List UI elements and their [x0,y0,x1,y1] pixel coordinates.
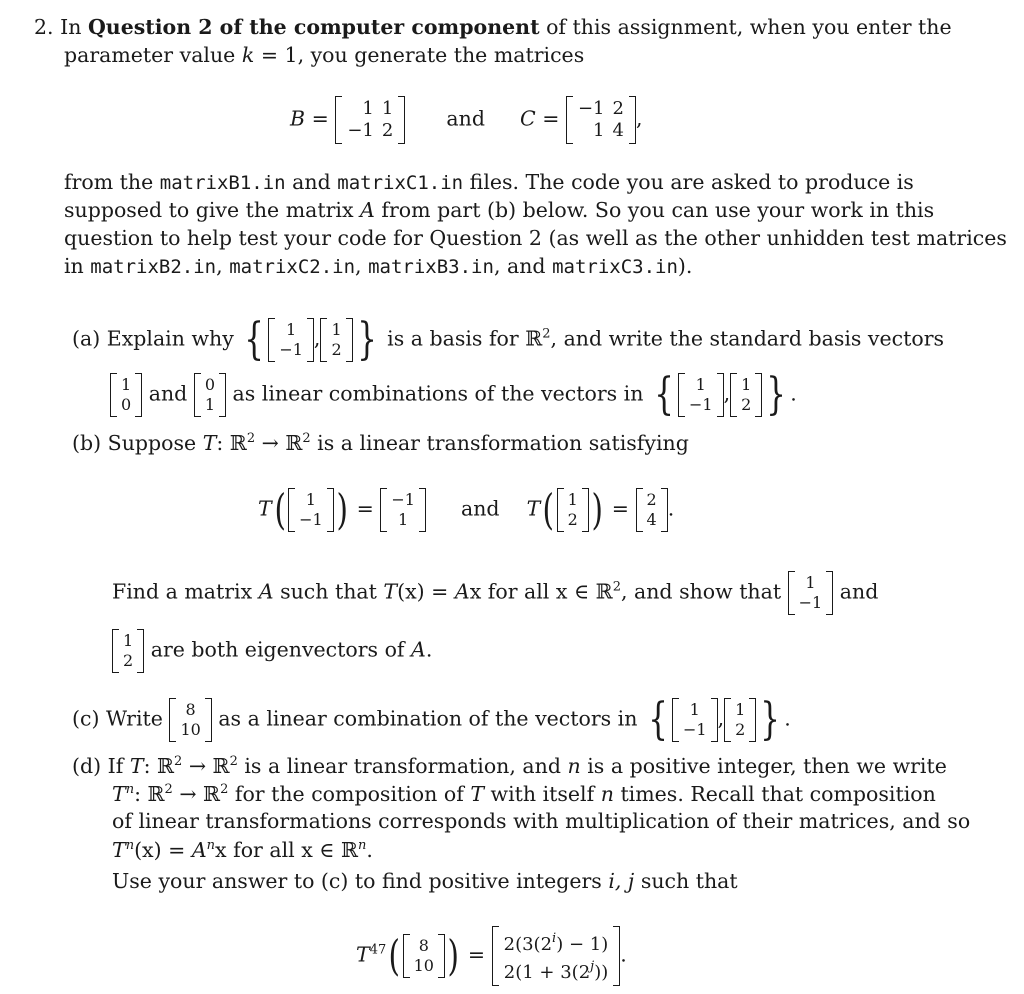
text: is a basis for ℝ [387,326,543,351]
t-symbol: T [112,838,126,862]
matrix-a-symbol: A [191,838,207,862]
superscript: 2 [164,782,173,797]
sep: , [355,254,362,278]
text: → ℝ [182,754,230,778]
vector-v2-entry-1: 2 [567,510,578,529]
part-d-line5 [112,871,738,892]
files-line1 [64,172,914,193]
vector-v1 [268,320,314,360]
file-matrixc3: matrixC3.in [552,256,678,278]
matrix-c [566,98,636,142]
matrix-b-cell-0-1: 1 [381,98,394,119]
vector-v1-entry-0: 1 [286,320,297,339]
t-symbol: T [470,782,485,806]
right-brace: } [766,369,787,420]
file-matrixc1: matrixC1.in [337,172,464,194]
result-vector [492,928,621,984]
equals: = [311,106,329,131]
result-entry-1 [500,928,613,956]
text: in [64,254,84,278]
part-b-find-line [112,573,878,613]
part-d-line4 [112,839,373,861]
vector-v1-entry-1: −1 [688,395,713,414]
text: is a linear transformation satisfying [310,431,689,455]
question-number: 2. [34,15,54,39]
matrix-a-symbol: A [360,198,375,222]
matrix-c-label: C [520,106,536,131]
text: : ℝ [134,782,165,806]
text: times. Recall that composition [613,782,936,806]
file-matrixb2: matrixB2.in [90,256,217,278]
text: from the [64,170,154,194]
matrices-bc [290,98,642,142]
vector-v1-entry-1: −1 [682,720,707,739]
part-b-eig-line [112,631,432,671]
vector-w [403,936,445,976]
comma: , [635,106,643,131]
left-brace: { [654,369,674,420]
equals: = [356,496,374,521]
vector-v2-entry-0: 1 [123,631,134,650]
text: supposed to give the matrix [64,198,354,222]
text: of linear transformations corresponds with multiplication of their matrices, and so [112,809,971,833]
text: as linear combinations of the vectors in [232,381,644,406]
files-line3 [64,228,1007,249]
vector-v1 [288,490,334,530]
t-symbol: T [202,431,217,455]
question-intro-line2 [64,45,584,66]
vector-out2-entry-0: 2 [646,490,657,509]
right-brace: } [760,694,781,745]
files-line4 [64,256,692,277]
file-matrixc2: matrixC2.in [229,256,356,278]
vector-e1 [110,375,142,415]
text: question to help test your code for Question 2 (as well as the other unhidden test matrices [64,226,1007,250]
vector-v1 [672,700,718,740]
matrix-a-symbol: A [411,637,426,662]
superscript: 2 [302,431,311,446]
text: from part (b) below. So you can use your work in this [381,198,935,222]
part-b-label: (b) [72,431,102,455]
vector-out2 [636,490,668,530]
superscript: 2 [542,326,551,342]
part-c-label: (c) [72,706,100,731]
vector-v1-entry-0: 1 [695,375,706,394]
text: : ℝ [216,431,247,455]
text: for the composition of [228,782,464,806]
part-d-line3 [112,811,970,832]
vector-out2-entry-1: 4 [646,510,657,529]
t-symbol: T [129,754,144,778]
text: is a linear transformation, and [237,754,561,778]
part-a-line1: (a) Explain why { 1 −1 , 1 2 } is a basis for ℝ$^2$, and write the standard basis vectors [72,314,945,365]
superscript: n [358,838,367,853]
text: x for all x ∈ ℝ [469,579,613,604]
vector-v2-entry-1: 2 [741,395,752,414]
text: Use your answer to (c) to find positive integers [112,869,602,893]
vector-v1-entry-0: 1 [689,700,700,719]
vector-v1-entry-0: 1 [805,573,816,592]
matrix-c-cell-1-1: 4 [612,120,624,141]
vector-v2 [320,320,352,360]
text: x for all x ∈ ℝ [215,838,359,862]
superscript: 2 [229,754,238,769]
vector-w-entry-0: 8 [185,700,196,719]
matrix-a-symbol: A [454,579,470,604]
close: ). [677,254,693,278]
sep: , [216,254,223,278]
sep: , and [493,254,546,278]
superscript: i [552,931,557,946]
intro-text-b: of this assignment, when you enter the [546,15,952,39]
superscript: 2 [174,754,183,769]
vector-v1-entry-0: 1 [305,490,316,509]
part-d-line2 [112,783,936,805]
t-symbol: T [383,579,398,604]
part-a-label: (a) [72,326,101,351]
vector-e1-entry-0: 1 [121,375,132,394]
t-symbol: T [258,496,272,521]
text: such that [280,579,377,604]
paren: ( [542,485,555,534]
files-line2 [64,200,934,221]
text: 2(3(2 [503,934,553,955]
vector-v1-entry-1: −1 [299,510,323,529]
matrix-c-cell-1-0: 1 [593,120,605,141]
paren: ) [591,485,603,534]
matrix-c-cell-0-0: −1 [577,98,605,119]
text: and [148,381,188,406]
left-brace: { [648,694,668,745]
paren: ( [388,931,401,980]
superscript: 2 [246,431,256,446]
text: Explain why [106,326,234,351]
period: . [425,637,433,662]
text: Suppose [107,431,197,455]
equals: = [611,496,629,521]
text: → ℝ [255,431,303,455]
text: as a linear combination of the vectors in [218,706,638,731]
vector-v2 [557,490,589,530]
matrix-b-cell-0-0: 1 [362,98,374,119]
vector-v2-entry-0: 1 [741,375,752,394]
intro-line2-text: parameter value [64,43,236,67]
vector-out1 [380,490,426,530]
n-symbol: n [600,782,614,806]
part-c-line: (c) Write 8 10 as a linear combination of the vectors in { 1 −1 , 1 2 } . [72,694,791,745]
vector-w-entry-1: 10 [180,720,201,739]
text: Write [106,706,163,731]
text: with itself [484,782,595,806]
superscript: 2 [612,579,621,595]
vector-w-entry-0: 8 [418,936,429,955]
part-d-line1 [72,755,947,777]
result-entry-2 [500,956,613,984]
text: (x) = [134,838,186,862]
t-symbol: T [112,782,126,806]
intro-text: In [60,15,82,39]
superscript: 2 [220,782,229,797]
file-matrixb3: matrixB3.in [368,256,494,278]
vector-v2-entry-1: 2 [331,340,342,359]
part-d-label: (d) [72,754,102,778]
text: ) − 1) [556,934,609,955]
matrix-b [335,98,405,142]
text: . [366,838,373,862]
part-d-equation [356,928,627,984]
text: files. The code you are asked to produce is [469,170,914,194]
right-brace: } [356,314,377,365]
vector-v2-entry-0: 1 [735,700,746,719]
paren: ) [336,485,348,534]
text: , and show that [620,579,782,604]
vector-v1-entry-1: −1 [798,593,823,612]
and-text: and [446,106,485,131]
text: )) [594,962,609,983]
matrix-c-cell-0-1: 2 [612,98,624,119]
superscript: j [590,959,595,974]
paren: ( [274,485,286,534]
text: Find a matrix [112,579,253,604]
equals: = [467,942,486,967]
vector-v2-entry-0: 1 [331,320,342,339]
text: (x) = [397,579,449,604]
text: : ℝ [143,754,175,778]
k-symbol: k [241,43,255,67]
text: → ℝ [172,782,221,806]
ij-symbols: i, j [608,869,635,893]
text: and [460,496,500,521]
vector-e1-entry-1: 0 [121,395,132,414]
text: are both eigenvectors of [150,637,405,662]
vector-w [169,700,211,740]
period: . [620,942,627,967]
vector-v2 [112,631,144,671]
period: . [784,706,791,731]
matrix-b-cell-1-0: −1 [347,120,374,141]
text: such that [634,869,738,893]
vector-e2-entry-0: 0 [204,375,215,394]
vector-w-entry-1: 10 [413,956,434,975]
vector-v2-entry-1: 2 [735,720,746,739]
superscript: n [125,838,135,853]
question-intro-line1 [34,17,952,38]
intro-bold: Question 2 of the computer component [87,15,540,39]
intro-line2-text-b: = 1, you generate the matrices [260,43,585,67]
text: If [107,754,124,778]
text: is a positive integer, then we write [580,754,947,778]
t-symbol: T [526,496,541,521]
vector-e2-entry-1: 1 [204,395,215,414]
t-symbol: T [356,942,370,967]
equals: = [542,106,560,131]
vector-e2 [194,375,226,415]
text: and [292,170,331,194]
vector-out1-entry-0: −1 [391,490,415,509]
vector-v1 [788,573,834,613]
part-b-line1 [72,432,689,454]
period: . [667,496,675,521]
matrix-a-symbol: A [258,579,274,604]
superscript: n [125,782,135,797]
text: , and write the standard basis vectors [550,326,945,351]
vector-v1-entry-1: −1 [279,340,303,359]
paren: ) [447,931,459,980]
n-symbol: n [567,754,581,778]
text: 2(1 + 3(2 [503,962,591,983]
vector-v1 [678,375,724,415]
vector-v2-entry-1: 2 [123,651,134,670]
matrix-b-cell-1-1: 2 [381,120,394,141]
left-brace: { [244,314,265,365]
period: . [790,381,797,406]
text: and [839,579,879,604]
part-b-equations [258,485,675,534]
part-a-line2: 1 0 and 0 1 as linear combinations of the vectors in { 1 −1 , 1 2 } . [110,373,797,417]
vector-v2 [724,700,756,740]
superscript: n [206,838,216,853]
vector-v2-entry-0: 1 [567,490,578,509]
matrix-b-label: B [290,106,306,131]
vector-out1-entry-1: 1 [398,510,409,529]
vector-v2 [730,375,762,415]
file-matrixb1: matrixB1.in [159,172,286,194]
superscript: 47 [369,942,387,958]
